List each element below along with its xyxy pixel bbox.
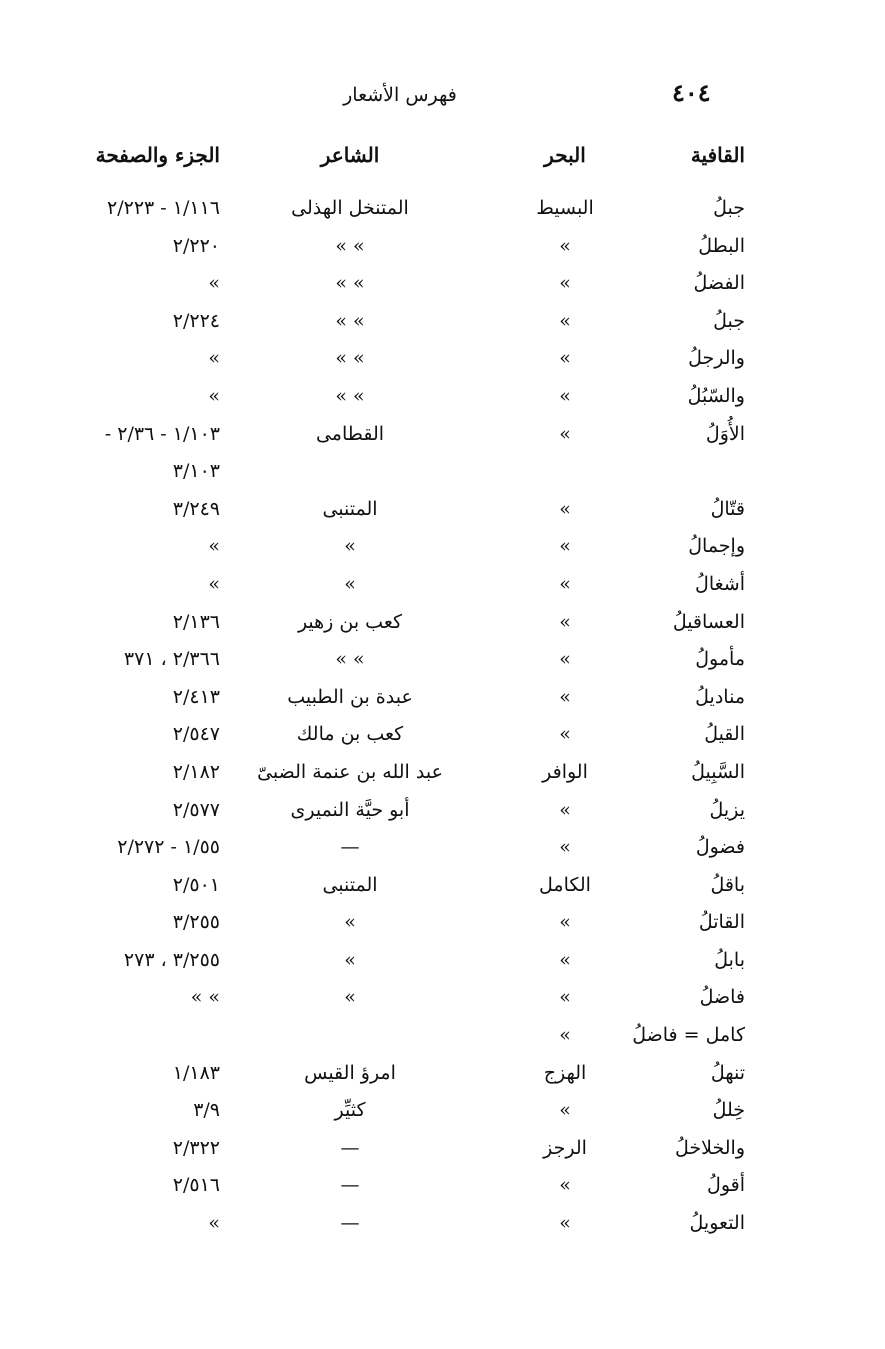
juz-cell: ٢/١٣٦: [172, 610, 220, 633]
shaer-cell: القطامى: [315, 422, 385, 445]
qafiya-cell: مأمولُ: [695, 648, 745, 671]
qafiya-cell: البطلُ: [698, 234, 745, 257]
bahr-cell: »: [559, 1024, 571, 1047]
bahr-cell: »: [559, 384, 571, 407]
qafiya-cell: الأُوَلُ: [705, 422, 745, 445]
juz-cell: ٣/٩: [193, 1099, 220, 1122]
bahr-cell: »: [559, 911, 571, 934]
qafiya-cell: كامل = فاضلُ: [632, 1024, 745, 1047]
table-row: [0, 569, 885, 607]
bahr-cell: »: [559, 648, 571, 671]
juz-cell: ٣/٢٥٥: [172, 911, 220, 934]
bahr-cell: »: [559, 610, 571, 633]
header-bahr: البحر: [544, 143, 586, 167]
bahr-cell: »: [559, 535, 571, 558]
bahr-cell: »: [559, 309, 571, 332]
juz-cell: »: [208, 572, 220, 595]
bahr-cell: »: [559, 723, 571, 746]
header-shaer: الشاعر: [320, 143, 380, 167]
shaer-cell: عبدة بن الطبيب: [287, 685, 413, 708]
qafiya-cell: فاضلُ: [699, 986, 745, 1009]
juz-cell: ٢/٥١٦: [172, 1174, 220, 1197]
qafiya-cell: بابلُ: [714, 948, 745, 971]
table-row: [0, 795, 885, 833]
juz-cell: ١/٥٥ - ٢/٢٧٢: [117, 836, 220, 859]
table-row: [0, 343, 885, 381]
juz-cell: »: [208, 272, 220, 295]
bahr-cell: »: [559, 347, 571, 370]
table-header: [0, 140, 885, 180]
bahr-cell: »: [559, 836, 571, 859]
shaer-cell: »: [344, 911, 356, 934]
qafiya-cell: فضولُ: [695, 836, 745, 859]
qafiya-cell: أشغالُ: [695, 572, 745, 595]
qafiya-cell: جبلُ: [713, 197, 745, 219]
table-row: [0, 719, 885, 757]
table-row: [0, 1170, 885, 1208]
table-row: [0, 757, 885, 795]
juz-cell: ٢/٣٦٦ ، ٣٧١: [123, 648, 220, 671]
qafiya-cell: تنهلُ: [710, 1061, 745, 1084]
shaer-cell: » »: [335, 384, 365, 407]
juz-cell: ٢/٣٢٢: [172, 1136, 220, 1159]
table-row: [0, 907, 885, 945]
table-row: [0, 1020, 885, 1058]
bahr-cell: الكامل: [539, 873, 591, 896]
table-row: [0, 306, 885, 344]
shaer-cell: » »: [335, 272, 365, 295]
header-qafiya: القافية: [690, 143, 745, 167]
juz-cell: »: [208, 1212, 220, 1235]
shaer-cell: »: [344, 535, 356, 558]
qafiya-cell: العساقيلُ: [672, 610, 745, 633]
table-row: [0, 945, 885, 983]
bahr-cell: »: [559, 497, 571, 520]
shaer-cell: » »: [335, 648, 365, 671]
qafiya-cell: وإجمالُ: [688, 535, 745, 558]
juz-cell: ٢/٢٢٤: [172, 309, 220, 332]
qafiya-cell: قتّالُ: [710, 497, 745, 520]
table-row: [0, 870, 885, 908]
bahr-cell: الرجز: [543, 1136, 587, 1159]
table-row: [0, 1058, 885, 1096]
table-row: [0, 456, 885, 494]
juz-cell: »: [208, 347, 220, 370]
bahr-cell: »: [559, 685, 571, 708]
bahr-cell: »: [559, 422, 571, 445]
juz-cell: ١/١١٦ - ٢/٢٢٣: [107, 197, 220, 219]
shaer-cell: كعب بن زهير: [297, 610, 403, 633]
qafiya-cell: والخلاخلُ: [675, 1136, 745, 1159]
qafiya-cell: والسّبُلُ: [687, 384, 745, 407]
qafiya-cell: القيلُ: [704, 723, 745, 746]
table-row: [0, 419, 885, 457]
shaer-cell: المتنبى: [322, 497, 378, 520]
header-juz: الجزء والصفحة: [95, 143, 220, 167]
juz-cell: ٢/٥٧٧: [172, 798, 220, 821]
juz-cell: ١/١٠٣ - ٢/٣٦ -: [104, 422, 220, 445]
poetry-index-table: [0, 193, 885, 1246]
table-row: [0, 1095, 885, 1133]
juz-cell: ٢/٤١٣: [172, 685, 220, 708]
shaer-cell: امرؤ القيس: [304, 1061, 396, 1084]
juz-cell: ٢/١٨٢: [172, 760, 220, 783]
juz-cell: ٢/٥٤٧: [172, 723, 220, 746]
table-row: [0, 644, 885, 682]
qafiya-cell: جبلُ: [713, 309, 745, 332]
qafiya-cell: القاتلُ: [698, 911, 745, 934]
shaer-cell: أبو حيَّة النميرى: [290, 798, 410, 821]
shaer-cell: عبد الله بن عنمة الضبىّ: [257, 760, 443, 783]
juz-cell: »: [208, 384, 220, 407]
shaer-cell: المتنبى: [322, 873, 378, 896]
shaer-cell: كعب بن مالك: [296, 723, 404, 746]
shaer-cell: —: [340, 836, 360, 859]
shaer-cell: »: [344, 948, 356, 971]
shaer-cell: —: [340, 1174, 360, 1197]
shaer-cell: —: [340, 1136, 360, 1159]
table-row: [0, 193, 885, 231]
table-row: [0, 381, 885, 419]
juz-cell: »: [208, 535, 220, 558]
qafiya-cell: مناديلُ: [695, 685, 745, 708]
shaer-cell: » »: [335, 309, 365, 332]
bahr-cell: »: [559, 272, 571, 295]
shaer-cell: كثيِّر: [334, 1099, 366, 1122]
table-row: [0, 1133, 885, 1171]
qafiya-cell: يزيلُ: [709, 798, 745, 821]
qafiya-cell: السَّبِيلُ: [691, 760, 745, 783]
juz-cell: ٢/٥٠١: [172, 873, 220, 896]
bahr-cell: الوافر: [542, 760, 588, 783]
juz-cell: ٣/٢٤٩: [172, 497, 220, 520]
table-row: [0, 682, 885, 720]
bahr-cell: »: [559, 1099, 571, 1122]
table-row: [0, 1208, 885, 1246]
qafiya-cell: أقولُ: [707, 1174, 745, 1197]
shaer-cell: »: [344, 572, 356, 595]
qafiya-cell: التعويلُ: [689, 1212, 745, 1235]
qafiya-cell: باقلُ: [710, 873, 745, 896]
page-number: ٤٠٤: [672, 78, 711, 107]
qafiya-cell: خِللُ: [712, 1099, 745, 1122]
bahr-cell: »: [559, 948, 571, 971]
juz-cell: ٣/٢٥٥ ، ٢٧٣: [123, 948, 220, 971]
table-row: [0, 231, 885, 269]
bahr-cell: الهزج: [543, 1061, 587, 1084]
table-row: [0, 268, 885, 306]
bahr-cell: »: [559, 234, 571, 257]
shaer-cell: »: [344, 986, 356, 1009]
shaer-cell: —: [340, 1212, 360, 1235]
running-title: فهرس الأشعار: [343, 84, 457, 106]
table-row: [0, 494, 885, 532]
table-row: [0, 531, 885, 569]
shaer-cell: » »: [335, 234, 365, 257]
bahr-cell: »: [559, 798, 571, 821]
table-row: [0, 832, 885, 870]
juz-cell: ٢/٢٢٠: [172, 234, 220, 257]
table-row: [0, 982, 885, 1020]
bahr-cell: »: [559, 1174, 571, 1197]
shaer-cell: » »: [335, 347, 365, 370]
juz-cell: ٣/١٠٣: [172, 460, 220, 483]
bahr-cell: »: [559, 572, 571, 595]
qafiya-cell: والرجلُ: [688, 347, 745, 370]
table-row: [0, 607, 885, 645]
juz-cell: » »: [190, 986, 220, 1009]
qafiya-cell: الفضلُ: [693, 272, 745, 295]
bahr-cell: »: [559, 986, 571, 1009]
juz-cell: ١/١٨٣: [172, 1061, 220, 1084]
bahr-cell: »: [559, 1212, 571, 1235]
bahr-cell: البسيط: [536, 197, 594, 219]
shaer-cell: المتنخل الهذلى: [291, 197, 409, 219]
